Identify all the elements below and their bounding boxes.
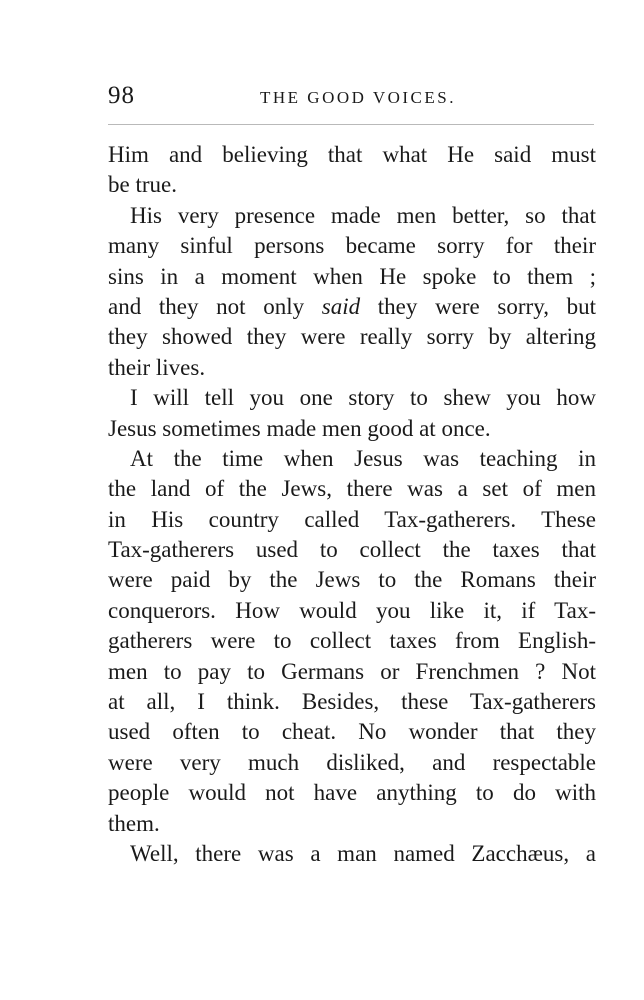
text-line: be true.	[108, 172, 177, 198]
emphasis-word: said	[321, 293, 361, 319]
running-head: THE GOOD VOICES.	[260, 88, 456, 107]
text-line: were very much disliked, and respectable	[108, 749, 596, 775]
text-line: them.	[108, 810, 160, 836]
text-line: At the time when Jesus was teaching in	[130, 445, 596, 471]
text-line: the land of the Jews, there was a set of men	[108, 476, 596, 502]
text-line: in His country called Tax-gatherers. These	[108, 506, 596, 532]
text-line: people would not have anything to do with	[108, 780, 596, 806]
page-header	[108, 82, 598, 112]
text-line: they showed they were really sorry by altering	[108, 324, 596, 350]
text-line: Jesus sometimes made men good at once.	[108, 415, 491, 441]
text-line: gatherers were to collect taxes from English-	[108, 628, 596, 654]
text-line: sins in a moment when He spoke to them ;	[108, 263, 596, 289]
text-line: Well, there was a man named Zacchæus, a	[130, 840, 596, 866]
text-line: His very presence made men better, so that	[130, 202, 596, 228]
text-segment: and they not only	[108, 293, 305, 319]
text-line: conquerors. How would you like it, if Tax-	[108, 597, 596, 623]
text-line: their lives.	[108, 354, 206, 380]
text-line: Him and believing that what He said must	[108, 142, 596, 167]
text-line: I will tell you one story to shew you how	[130, 385, 596, 411]
text-line: used often to cheat. No wonder that they	[108, 719, 596, 745]
text-line: Tax-gatherers used to collect the taxes that	[108, 537, 596, 563]
text-line: were paid by the Jews to the Romans their	[108, 567, 596, 593]
text-line: at all, I think. Besides, these Tax-gatherers	[108, 689, 596, 715]
text-segment: they were sorry, but	[377, 293, 597, 319]
text-line: many sinful persons became sorry for their	[108, 233, 596, 259]
page-number: 98	[108, 82, 135, 109]
text-line: men to pay to Germans or Frenchmen ? Not	[108, 658, 596, 684]
body-text	[108, 140, 596, 869]
text-line	[108, 292, 596, 322]
header-rule	[108, 124, 594, 125]
